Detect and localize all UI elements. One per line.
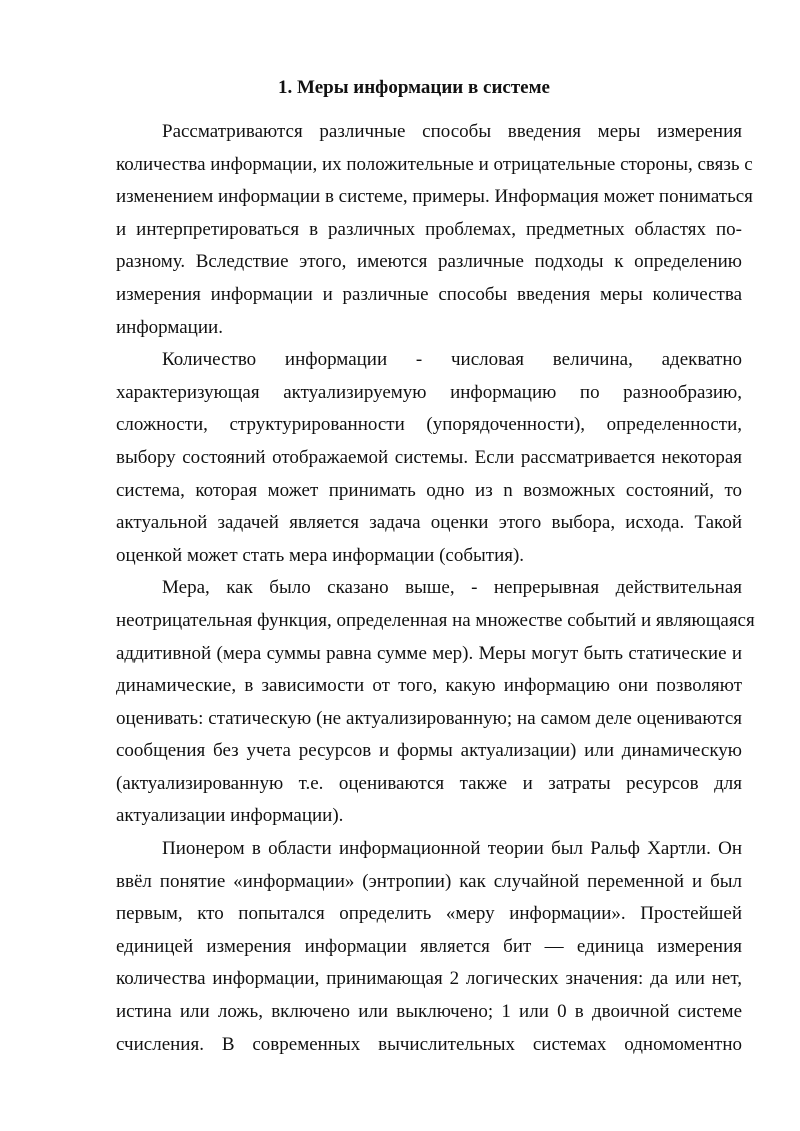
section-title: 1. Меры информации в системе (278, 77, 550, 98)
paragraph-line: единицей измерения информации является бит — единица измерения (116, 935, 742, 957)
paragraph-line: (актуализированную т.е. оцениваются также и затраты ресурсов для (116, 772, 742, 794)
paragraph-line: измерения информации и различные способы введения меры количества (116, 283, 742, 305)
paragraph-line: характеризующая актуализируемую информацию по разнообразию, (116, 381, 742, 403)
paragraph-line: неотрицательная функция, определенная на множестве событий и являющаяся (116, 609, 755, 631)
paragraph-line: разному. Вследствие этого, имеются различные подходы к определению (116, 251, 742, 273)
paragraph (116, 572, 755, 833)
paragraph-line: аддитивной (мера суммы равна сумме мер). Меры могут быть статические и (116, 642, 742, 664)
paragraph-line: выбору состояний отображаемой системы. Если рассматривается некоторая (116, 446, 742, 468)
paragraph-line: Пионером в области информационной теории был Ральф Хартли. Он (162, 838, 742, 860)
paragraph-line: оценкой может стать мера информации (события). (116, 544, 525, 566)
paragraph-line: система, которая может принимать одно из n возможных состояний, то (116, 479, 742, 501)
paragraph-line: количества информации, принимающая 2 логических значения: да или нет, (116, 968, 742, 990)
paragraph-line: Количество информации - числовая величина, адекватно (162, 349, 742, 371)
paragraph-line: динамические, в зависимости от того, какую информацию они позволяют (116, 675, 742, 697)
paragraph-line: актуальной задачей является задача оценки этого выбора, исхода. Такой (116, 512, 742, 534)
paragraph-line: сообщения без учета ресурсов и формы актуализации) или динамическую (116, 740, 742, 762)
paragraph-line: Рассматриваются различные способы введения меры измерения (162, 121, 742, 142)
paragraph-line: истина или ложь, включено или выключено; 1 или 0 в двоичной системе (116, 1001, 742, 1023)
paragraph-line: счисления. В современных вычислительных системах одномоментно (116, 1033, 742, 1055)
document-body (116, 116, 755, 1061)
paragraph-line: сложности, структурированности (упорядоченности), определенности, (116, 414, 742, 436)
paragraph-line: оценивать: статическую (не актуализированную; на самом деле оцениваются (116, 707, 742, 729)
paragraph (116, 344, 742, 572)
paragraph-line: актуализации информации). (116, 805, 344, 827)
paragraph (116, 833, 742, 1061)
paragraph-line: первым, кто попытался определить «меру информации». Простейшей (116, 903, 742, 925)
paragraph-line: количества информации, их положительные и отрицательные стороны, связь с (116, 153, 753, 175)
paragraph-line: Мера, как было сказано выше, - непрерывная действительная (162, 577, 742, 599)
paragraph-line: ввёл понятие «информации» (энтропии) как случайной переменной и был (116, 870, 742, 892)
paragraph-line: информации. (116, 316, 223, 338)
paragraph-line: изменением информации в системе, примеры. Информация может пониматься (116, 186, 753, 208)
paragraph-line: и интерпретироваться в различных проблемах, предметных областях по- (116, 218, 742, 240)
paragraph (116, 116, 753, 344)
